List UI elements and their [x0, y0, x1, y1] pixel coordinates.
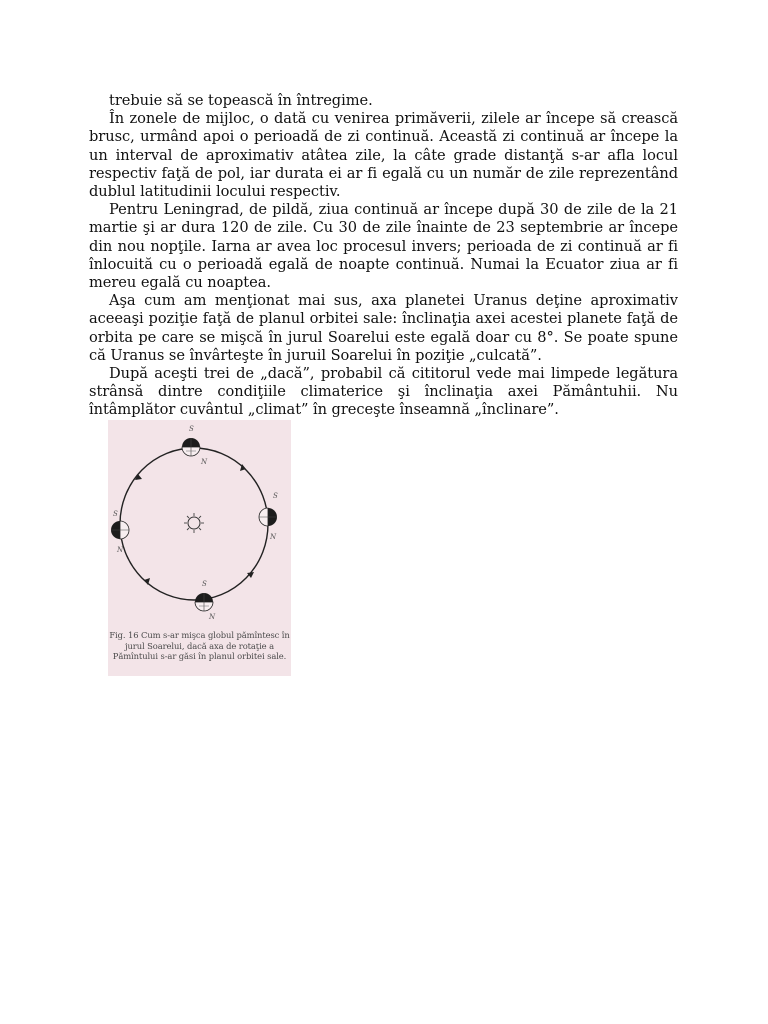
pole-label-south: S — [273, 492, 278, 500]
pole-label-south: S — [189, 425, 194, 433]
paragraph-2: În zonele de mijloc, o dată cu venirea primăverii, zilele ar începe să crească brusc, urmând apoi o perioadă de zi continuă. Această zi continuă ar începe la un interval de aproximativ atâtea zile, la câte grade distanţă s-ar afla locul respectiv faţă de pol, iar durata ei ar fi egală cu un număr de zile reprezentând dublul latitudinii locului respectiv. — [89, 110, 678, 201]
pole-label-north: N — [117, 546, 124, 554]
pole-label-north: N — [209, 613, 216, 621]
pole-label-south: S — [113, 510, 118, 518]
paragraph-1: trebuie să se topească în întregime. — [109, 92, 373, 109]
paragraph-3: Pentru Leningrad, de pildă, ziua continuă ar începe după 30 de zile de la 21 martie şi ar dura 120 de zile. Cu 30 de zile înainte de 23 septembrie ar începe din nou nopţile. Iarna ar avea loc procesul invers; perioada de zi continuă ar fi înlocuită cu o perioadă egală de noapte continuă. Numai la Ecuator ziua ar fi mereu egală cu noaptea. — [89, 201, 678, 292]
sun-icon — [184, 513, 204, 533]
earth-globe-right — [259, 508, 277, 526]
pole-label-north: N — [270, 533, 277, 541]
body-text — [89, 92, 678, 420]
paragraph-4: Aşa cum am menţionat mai sus, axa planetei Uranus deţine aproximativ aceeaşi poziţie faţă de planul orbitei sale: înclinaţia axei acestei planete faţă de orbita pe care se mişcă în jurul Soarelui este egală doar cu 8°. Se poate spune că Uranus se învârteşte în juruil Soarelui în poziţie „culcată”. — [89, 292, 678, 364]
pole-label-south: S — [202, 580, 207, 588]
earth-globe-left — [111, 521, 129, 539]
paragraph-5: După aceşti trei de „dacă”, probabil că cititorul vede mai limpede legătura strânsă dintre condiţiile climaterice şi înclinaţia axei Pământuhii. Nu întâmplător cuvântul „climat” în greceşte înseamnă „înclinare”. — [89, 365, 678, 419]
orbit-path — [120, 448, 268, 600]
earth-globe-bottom — [195, 593, 213, 611]
earth-globe-top — [182, 438, 200, 456]
figure-caption: Fig. 16 Cum s-ar mişca globul pămîntesc în jurul Soarelui, dacă axa de rotaţie a Pămîntului s-ar găsi în planul orbitei sale. — [109, 630, 290, 661]
orbit-figure — [108, 420, 291, 676]
orbit-diagram — [108, 420, 291, 630]
pole-label-north: N — [201, 458, 208, 466]
